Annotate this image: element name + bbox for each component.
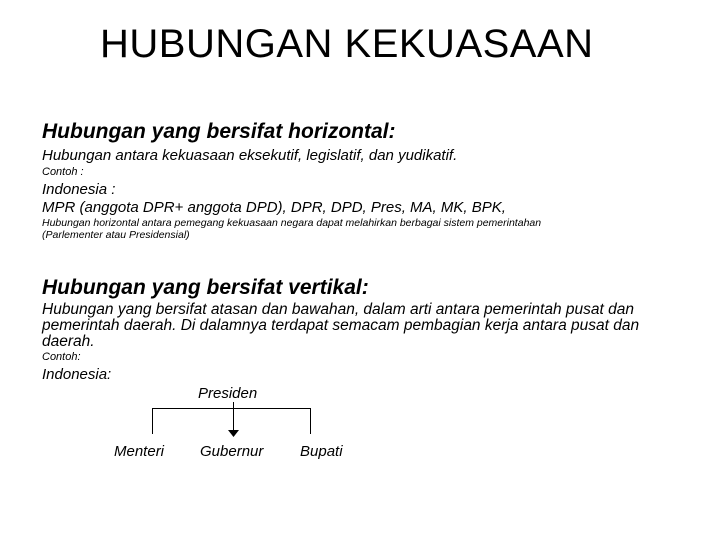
vertical-heading: Hubungan yang bersifat vertikal: <box>42 276 369 299</box>
org-connector-center <box>233 402 234 432</box>
vertical-country: Indonesia: <box>42 366 112 383</box>
page-title: HUBUNGAN KEKUASAAN <box>100 22 594 66</box>
horizontal-heading: Hubungan yang bersifat horizontal: <box>42 120 396 143</box>
vertical-description: Hubungan yang bersifat atasan dan bawahan, dalam arti antara pemerintah pusat dan pemerintah daerah. Di dalamnya terdapat semacam pembagian kerja antara pusat dan daerah. <box>42 301 640 350</box>
horizontal-example-text: MPR (anggota DPR+ anggota DPD), DPR, DPD, Pres, MA, MK, BPK, <box>42 199 506 216</box>
org-connector-horizontal <box>152 408 311 409</box>
horizontal-description: Hubungan antara kekuasaan eksekutif, legislatif, dan yudikatif. <box>42 147 458 164</box>
arrow-down-icon <box>228 430 239 438</box>
vertical-example-label: Contoh: <box>42 351 81 363</box>
horizontal-note-line2: (Parlementer atau Presidensial) <box>42 229 190 241</box>
org-connector-left <box>152 408 153 434</box>
horizontal-note-line1: Hubungan horizontal antara pemegang kekuasaan negara dapat melahirkan berbagai sistem pemerintahan <box>42 217 542 229</box>
horizontal-country: Indonesia : <box>42 181 116 198</box>
org-connector-right <box>310 408 311 434</box>
org-child-menteri: Menteri <box>114 443 165 460</box>
horizontal-example-label: Contoh : <box>42 166 84 178</box>
org-child-gubernur: Gubernur <box>200 443 264 460</box>
org-child-bupati: Bupati <box>300 443 343 460</box>
org-root-presiden: Presiden <box>198 385 258 402</box>
